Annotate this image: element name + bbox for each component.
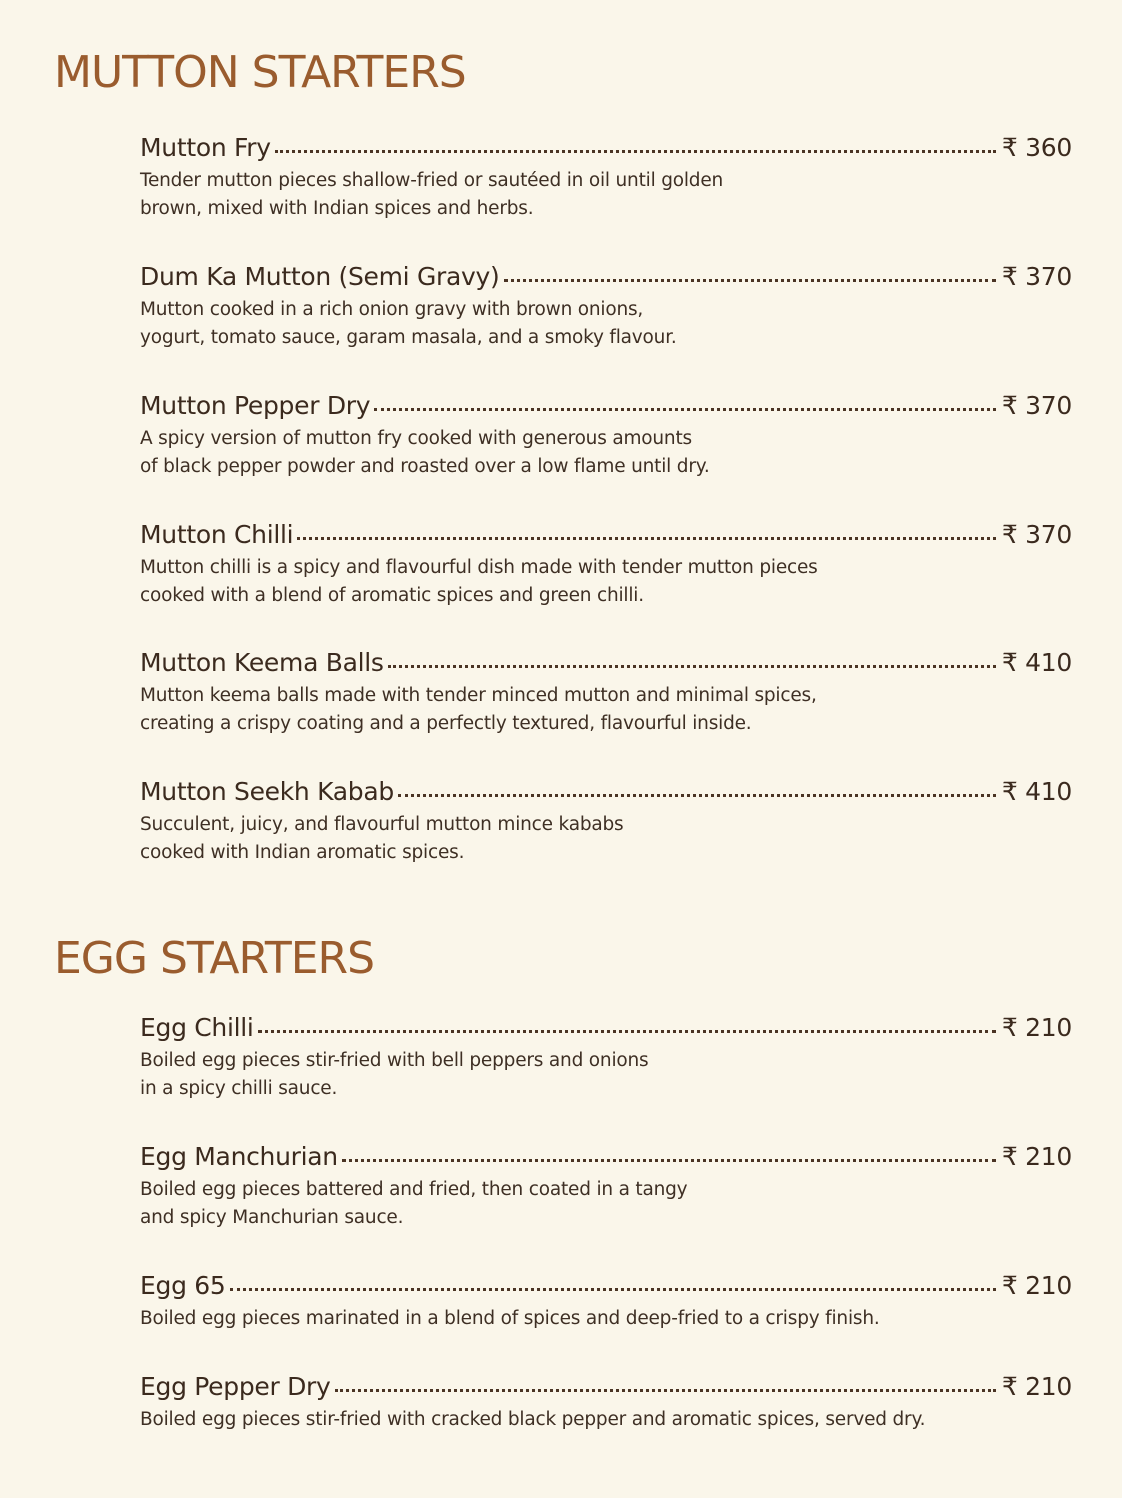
item-price: ₹ 210 bbox=[1001, 1271, 1072, 1300]
section-title-mutton-starters: MUTTON STARTERS bbox=[54, 47, 466, 98]
menu-item-egg-chilli bbox=[140, 1011, 1072, 1103]
item-description bbox=[140, 1176, 1072, 1232]
dot-leader bbox=[258, 1030, 996, 1033]
item-header bbox=[140, 260, 1072, 294]
description-line: Boiled egg pieces marinated in a blend of spices and deep-fried to a crispy finish. bbox=[140, 1308, 880, 1329]
item-price: ₹ 360 bbox=[1001, 133, 1072, 162]
item-header bbox=[140, 1011, 1072, 1045]
item-header bbox=[140, 1140, 1072, 1174]
dot-leader bbox=[388, 665, 996, 668]
item-header bbox=[140, 131, 1072, 165]
item-header bbox=[140, 518, 1072, 552]
description-line: Succulent, juicy, and flavourful mutton mince kababs bbox=[140, 814, 624, 835]
item-name: Mutton Keema Balls bbox=[140, 648, 384, 677]
item-header bbox=[140, 389, 1072, 423]
item-description bbox=[140, 1406, 1072, 1434]
item-name: Mutton Pepper Dry bbox=[140, 391, 371, 420]
menu-item-egg-manchurian bbox=[140, 1140, 1072, 1232]
description-line: Boiled egg pieces battered and fried, then coated in a tangy bbox=[140, 1179, 688, 1200]
item-price: ₹ 410 bbox=[1001, 777, 1072, 806]
description-line: and spicy Manchurian sauce. bbox=[140, 1207, 404, 1228]
dot-leader bbox=[230, 1288, 996, 1291]
description-line: A spicy version of mutton fry cooked with generous amounts bbox=[140, 428, 692, 449]
item-name: Dum Ka Mutton (Semi Gravy) bbox=[140, 262, 500, 291]
menu-item-mutton-seekh-kabab bbox=[140, 775, 1072, 867]
description-line: brown, mixed with Indian spices and herbs. bbox=[140, 198, 534, 219]
menu-item-egg-pepper-dry bbox=[140, 1370, 1072, 1434]
section-title-egg-starters: EGG STARTERS bbox=[54, 933, 375, 984]
item-price: ₹ 370 bbox=[1001, 391, 1072, 420]
item-description bbox=[140, 1047, 1072, 1103]
description-line: Mutton keema balls made with tender minced mutton and minimal spices, bbox=[140, 685, 817, 706]
item-description bbox=[140, 425, 1072, 481]
item-description bbox=[140, 682, 1072, 738]
dot-leader bbox=[275, 150, 996, 153]
item-price: ₹ 210 bbox=[1001, 1142, 1072, 1171]
menu-item-mutton-chilli bbox=[140, 518, 1072, 610]
item-price: ₹ 370 bbox=[1001, 262, 1072, 291]
dot-leader bbox=[504, 279, 996, 282]
menu-item-mutton-keema-balls bbox=[140, 646, 1072, 738]
item-header bbox=[140, 646, 1072, 680]
item-description bbox=[140, 1305, 1072, 1333]
item-description bbox=[140, 811, 1072, 867]
description-line: of black pepper powder and roasted over a low flame until dry. bbox=[140, 456, 710, 477]
menu-item-dum-ka-mutton bbox=[140, 260, 1072, 352]
item-name: Egg 65 bbox=[140, 1271, 226, 1300]
menu-item-egg-65 bbox=[140, 1269, 1072, 1333]
item-description bbox=[140, 554, 1072, 610]
item-price: ₹ 210 bbox=[1001, 1372, 1072, 1401]
item-header bbox=[140, 775, 1072, 809]
description-line: creating a crispy coating and a perfectly textured, flavourful inside. bbox=[140, 713, 752, 734]
description-line: Boiled egg pieces stir-fried with cracked black pepper and aromatic spices, served dry. bbox=[140, 1409, 926, 1430]
dot-leader bbox=[374, 408, 996, 411]
item-name: Egg Pepper Dry bbox=[140, 1372, 331, 1401]
item-name: Mutton Fry bbox=[140, 133, 271, 162]
item-price: ₹ 410 bbox=[1001, 648, 1072, 677]
item-description bbox=[140, 167, 1072, 223]
item-header bbox=[140, 1269, 1072, 1303]
item-price: ₹ 210 bbox=[1001, 1013, 1072, 1042]
item-header bbox=[140, 1370, 1072, 1404]
description-line: Mutton chilli is a spicy and flavourful dish made with tender mutton pieces bbox=[140, 557, 818, 578]
item-description bbox=[140, 296, 1072, 352]
dot-leader bbox=[297, 537, 996, 540]
item-name: Mutton Seekh Kabab bbox=[140, 777, 394, 806]
item-price: ₹ 370 bbox=[1001, 520, 1072, 549]
dot-leader bbox=[398, 794, 996, 797]
description-line: cooked with Indian aromatic spices. bbox=[140, 842, 465, 863]
description-line: Boiled egg pieces stir-fried with bell peppers and onions bbox=[140, 1050, 649, 1071]
description-line: in a spicy chilli sauce. bbox=[140, 1078, 338, 1099]
description-line: yogurt, tomato sauce, garam masala, and a smoky flavour. bbox=[140, 327, 677, 348]
menu-item-mutton-fry bbox=[140, 131, 1072, 223]
item-name: Egg Chilli bbox=[140, 1013, 254, 1042]
item-name: Mutton Chilli bbox=[140, 520, 294, 549]
description-line: cooked with a blend of aromatic spices and green chilli. bbox=[140, 585, 644, 606]
description-line: Mutton cooked in a rich onion gravy with brown onions, bbox=[140, 299, 644, 320]
dot-leader bbox=[335, 1389, 996, 1392]
description-line: Tender mutton pieces shallow-fried or sautéed in oil until golden bbox=[140, 170, 724, 191]
dot-leader bbox=[342, 1159, 996, 1162]
menu-item-mutton-pepper-dry bbox=[140, 389, 1072, 481]
item-name: Egg Manchurian bbox=[140, 1142, 338, 1171]
